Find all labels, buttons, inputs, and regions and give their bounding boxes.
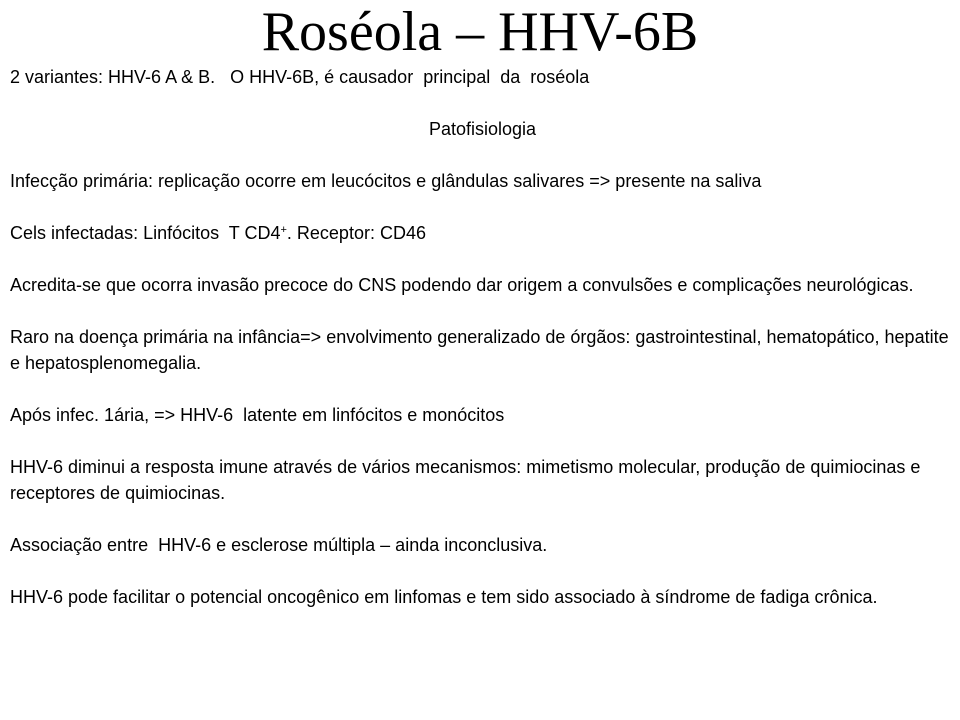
infected-cells-paragraph (10, 220, 955, 246)
infected-cells-suffix: . Receptor: CD46 (286, 223, 426, 243)
infection-paragraph: Infecção primária: replicação ocorre em leucócitos e glândulas salivares => presente na saliva (10, 171, 762, 191)
infected-cells-prefix: Cels infectadas: Linfócitos T CD4 (10, 223, 281, 243)
immune-paragraph: HHV-6 diminui a resposta imune através de vários mecanismos: mimetismo molecular, produção de quimiocinas e receptores de quimiocinas. (10, 457, 921, 503)
multiple-sclerosis-paragraph: Associação entre HHV-6 e esclerose múltipla – ainda inconclusiva. (10, 535, 548, 555)
intro-paragraph: 2 variantes: HHV-6 A & B. O HHV-6B, é causador principal da roséola (10, 67, 590, 87)
latency-paragraph: Após infec. 1ária, => HHV-6 latente em linfócitos e monócitos (10, 405, 505, 425)
rare-disease-paragraph: Raro na doença primária na infância=> envolvimento generalizado de órgãos: gastrointestinal, hematopático, hepatite e hepatosplenomegalia. (10, 327, 949, 373)
oncogenic-paragraph: HHV-6 pode facilitar o potencial oncogênico em linfomas e tem sido associado à síndrome de fadiga crônica. (10, 587, 878, 607)
cd4-superscript: + (280, 224, 287, 236)
cns-paragraph: Acredita-se que ocorra invasão precoce do CNS podendo dar origem a convulsões e complicações neurológicas. (10, 275, 914, 295)
section-heading: Patofisiologia (428, 119, 537, 139)
slide-body (10, 64, 955, 636)
slide-title: Roséola – HHV-6B (261, 1, 699, 63)
